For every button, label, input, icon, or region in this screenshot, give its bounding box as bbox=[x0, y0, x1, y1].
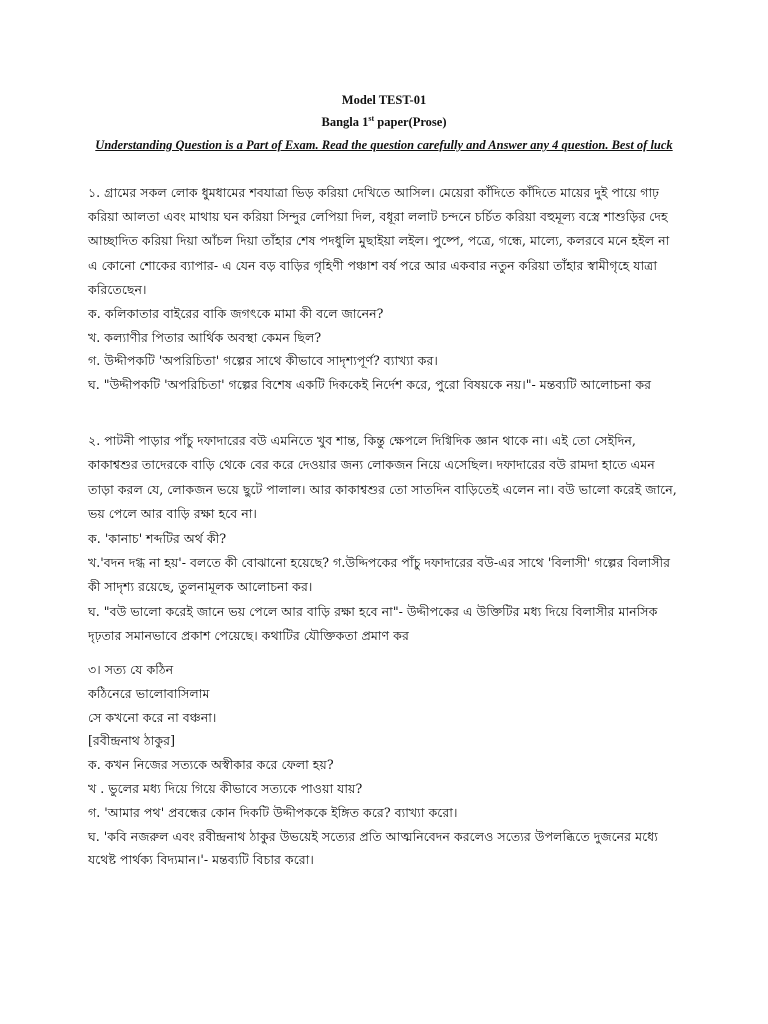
question-1-item-gha: ঘ. "উদ্দীপকটি 'অপরিচিতা' গল্পের বিশেষ একটি দিককেই নির্দেশ করে, পুরো বিষয়কে নয়।"- মন্তব্যটি আলোচনা কর bbox=[88, 376, 652, 392]
question-3-item-ka: ক. কখন নিজের সত্যকে অস্বীকার করে ফেলা হয়? bbox=[88, 757, 334, 773]
question-1-item-ka: ক. কলিকাতার বাইরের বাকি জগৎকে মামা কী বলে জানেন? bbox=[88, 306, 384, 322]
question-1-passage: ১. গ্রামের সকল লোক ধুমধামের শবযাত্রা ভিড় করিয়া দেখিতে আসিল। মেয়েরা কাঁদিতে কাঁদিতে মায়ের দুই পায়ে গাঢ় করিয়া আলতা এবং মাথায় ঘন করিয়া সিন্দুর লেপিয়া দিল, বধূরা ললাট চন্দনে চর্চিত করিয়া বহুমূল্য বস্ত্রে শাশুড়ির দেহ আচ্ছাদিত করিয়া দিয়া আঁচল দিয়া তাঁহার শেষ পদধুলি মুছাইয়া লইল। পুষ্পে, পত্রে, গন্ধে, মাল্যে, কলরবে মনে হইল না এ কোনো শোকের ব্যাপার- এ যেন বড় বাড়ির গৃহিণী পঞ্চাশ বর্ষ পরে আর একবার নতুন করিয়া তাঁহার স্বামীগৃহে যাত্রা করিতেছেন। bbox=[88, 185, 670, 297]
subtitle-paper: paper(Prose) bbox=[374, 115, 447, 130]
question-3-items bbox=[88, 753, 678, 872]
question-3-item-kha: খ . ভুলের মধ্য দিয়ে গিয়ে কীভাবে সত্যকে পাওয়া যায়? bbox=[88, 780, 363, 796]
question-3-item-ga: গ. 'আমার পথ' প্রবন্ধের কোন দিকটি উদ্দীপককে ইঙ্গিত করে? ব্যাখ্যা করো। bbox=[88, 804, 458, 820]
question-1 bbox=[88, 181, 678, 396]
question-2-item-ka: ক. 'কানাচ' শব্দটির অর্থ কী? bbox=[88, 530, 227, 546]
document-subtitle bbox=[0, 114, 768, 130]
poem-line-3: সে কখনো করে না বঞ্চনা। bbox=[88, 709, 217, 725]
subtitle-text: Bangla 1 bbox=[321, 115, 369, 130]
question-3 bbox=[88, 658, 678, 872]
question-1-items bbox=[88, 302, 678, 396]
subtitle-ordinal: st bbox=[368, 114, 375, 123]
poem-attribution: [রবীন্দ্রনাথ ঠাকুর] bbox=[88, 733, 176, 749]
document-title: Model TEST-01 bbox=[341, 93, 427, 107]
question-2-item-gha: ঘ. "বউ ভালো করেই জানে ভয় পেলে আর বাড়ি রক্ষা হবে না"- উদ্দীপকের এ উক্তিটির মধ্য দিয়ে বিলাসীর মানসিক দৃঢ়তার সমানভাবে প্রকাশ পেয়েছে। কথাটির যৌক্তিকতা প্রমাণ কর bbox=[88, 603, 658, 644]
poem-line-1: ৩। সত্য যে কঠিন bbox=[88, 662, 174, 677]
question-2-items bbox=[88, 527, 678, 649]
question-1-item-ga: গ. উদ্দীপকটি 'অপরিচিতা' গল্পের সাথে কীভাবে সাদৃশ্যপূর্ণ? ব্যাখ্যা কর। bbox=[88, 353, 438, 369]
question-3-item-gha: ঘ. 'কবি নজরুল এবং রবীন্দ্রনাথ ঠাকুর উভয়েই সত্যের প্রতি আত্মনিবেদন করলেও সত্যের উপলব্ধিতে দুজনের মধ্যে যথেষ্ট পার্থক্য বিদ্যমান।'- মন্তব্যটি বিচার করো। bbox=[88, 828, 658, 868]
question-1-item-kha: খ. কল্যাণীর পিতার আর্থিক অবস্থা কেমন ছিল? bbox=[88, 329, 322, 345]
question-3-poem bbox=[88, 658, 678, 753]
question-2-item-kha-ga: খ.'বদন দগ্ধ না হয়'- বলতে কী বোঝানো হয়েছে? গ.উদ্দিপকের পাঁচু দফাদারের বউ-এর সাথে 'বিলাসী' গল্পের বিলাসীর কী সাদৃশ্য রয়েছে, তুলনামূলক আলোচনা কর। bbox=[88, 555, 671, 595]
question-2-passage: ২. পাটনী পাড়ার পাঁচু দফাদারের বউ এমনিতে খুব শান্ত, কিন্তু ক্ষেপলে দিগ্বিদিক জ্ঞান থাকে না। এই তো সেইদিন, কাকাশ্বশুর তাদেরকে বাড়ি থেকে বের করে দেওয়ার জন্য লোকজন নিয়ে এসেছিল। দফাদারের বউ রামদা হাতে এমন তাড়া করল যে, লোকজন ভয়ে ছুটে পালাল। আর কাকাশ্বশুর তো সাতদিন বাড়িতেই এলেন না। বউ ভালো করেই জানে, ভয় পেলে আর বাড়ি রক্ষা হবে না। bbox=[88, 433, 677, 522]
exam-instruction: Understanding Question is a Part of Exam. Read the question carefully and Answer any 4 question. Best of luck bbox=[95, 138, 673, 152]
poem-line-2: কঠিনেরে ভালোবাসিলাম bbox=[88, 685, 210, 701]
question-2 bbox=[88, 429, 678, 649]
